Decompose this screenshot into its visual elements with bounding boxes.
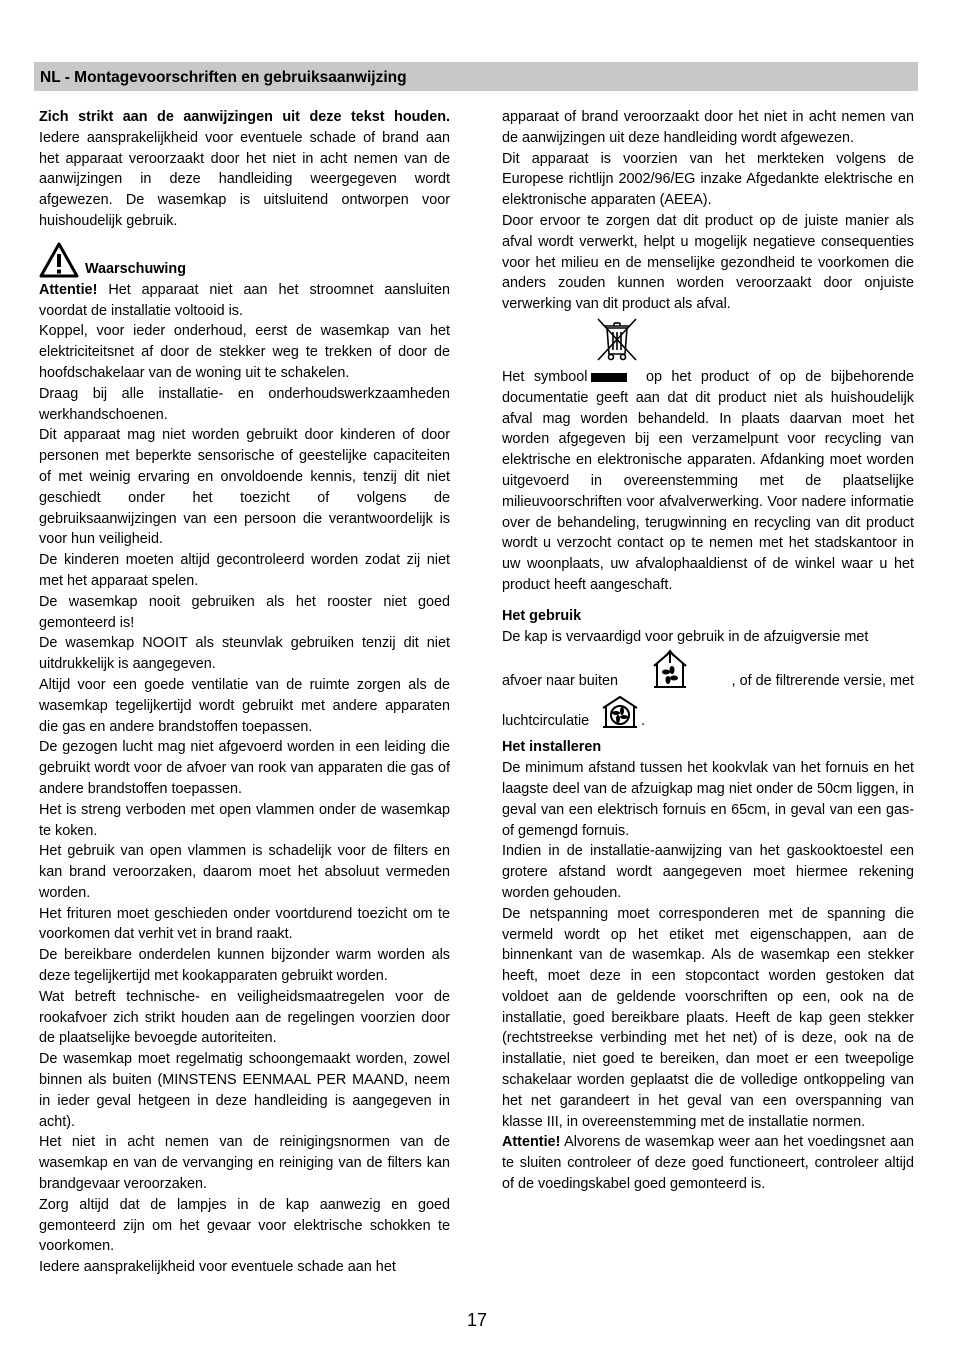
paragraph: Draag bij alle installatie- en onderhoudswerkzaamheden werkhandschoenen. xyxy=(39,385,450,423)
paragraph: Het is streng verboden met open vlammen onder de wasemkap te koken. xyxy=(39,801,450,839)
symbol-paragraph xyxy=(502,367,914,596)
attentie-paragraph xyxy=(502,1132,914,1194)
warning-triangle-icon xyxy=(39,242,79,278)
section-header xyxy=(34,62,918,91)
left-column xyxy=(39,107,450,1278)
paragraph: Het niet in acht nemen van de reinigingsnormen van de wasemkap en van de vervanging en reiniging van de filters kan brandgevaar veroorzaken. xyxy=(39,1134,450,1193)
warning-label: Waarschuwing xyxy=(85,260,187,277)
gebruik-lucht-line xyxy=(502,693,914,733)
warning-heading xyxy=(39,242,450,280)
paragraph: De wasemkap NOOIT als steunvlak gebruiken tenzij dit niet uitdrukkelijk is aangegeven. xyxy=(39,635,450,673)
paragraph: De netspanning moet corresponderen met de spanning die vermeld wordt op het etiket met eigenschappen, aan de binnenkant van de wasemkap. Als de wasemkap een stekker heeft, moet deze in een stopcontact worden gestoken dat voldoet aan de geldende voorschriften op een, ook na de installatie, goed bereikbare plaats. Heeft de kap geen stekker (rechtstreekse verbinding met het net) of is deze, ook na de installatie, niet goed te bereiken, dan moet er een tweepolige schakelaar worden geplaatst die de volledige ontkoppeling van het net garandeert in het geval van een overspanning van klasse III, in overeenstemming met de installatie normen. xyxy=(502,905,914,1130)
right-column xyxy=(502,107,914,1195)
gebruik-mid-text: , of de filtrerende versie, met xyxy=(731,673,914,690)
paragraph: De kinderen moeten altijd gecontroleerd worden zodat zij niet met het apparaat spelen. xyxy=(39,552,450,589)
paragraph: Iedere aansprakelijkheid voor eventuele schade aan het xyxy=(39,1259,396,1276)
intro-bold: Zich strikt aan de aanwijzingen uit deze tekst houden. xyxy=(39,109,450,125)
gebruik-lucht-text: luchtcirculatie xyxy=(502,713,590,730)
intro-text: Iedere aansprakelijkheid voor eventuele schade of brand aan het apparaat veroorzaakt door het niet in acht nemen van de aanwijzingen in deze handleiding weergegeven wordt afgewezen. De wasemkap is uitsluitend ontworpen voor huishoudelijk gebruik. xyxy=(39,129,450,229)
paragraph: De wasemkap nooit gebruiken als het rooster niet goed gemonteerd is! xyxy=(39,593,450,631)
paragraph: Altijd voor een goede ventilatie van de ruimte zorgen als de wasemkap tegelijkertijd wordt gebruikt met andere apparaten die gas en andere brandstoffen toepassen. xyxy=(39,676,450,735)
section-title: NL - Montagevoorschriften en gebruiksaanwijzing xyxy=(40,69,407,86)
recirculation-house-icon xyxy=(600,694,640,730)
paragraph: Wat betreft technische- en veiligheidsmaatregelen voor de rookafvoer zich strikt houden aan de regelingen voorzien door de plaatselijke bevoegde autoriteiten. xyxy=(39,988,450,1047)
gebruik-afvoer-text: afvoer naar buiten xyxy=(502,673,619,690)
paragraph: Door ervoor te zorgen dat dit product op de juiste manier als afval wordt verwerkt, helpt u mogelijk negatieve consequenties voor het milieu en de menselijke gezondheid te voorkomen die anders zouden kunnen worden veroorzaakt door onjuiste verwerking van dit product als afval. xyxy=(502,212,914,313)
attentie-label: Attentie! xyxy=(502,1134,561,1151)
symbol-pre: Het symbool xyxy=(502,368,588,385)
paragraph: Het gebruik van open vlammen is schadelijk voor de filters en kan brand veroorzaken, daarom moet het absoluut vermeden worden. xyxy=(39,843,450,901)
crossed-bin-icon xyxy=(595,316,639,362)
paragraph: De gezogen lucht mag niet afgevoerd worden in een leiding die gebruikt wordt voor de afvoer van rook van apparaten die gas of andere brandstoffen toepassen. xyxy=(39,739,450,797)
paragraph: Dit apparaat mag niet worden gebruikt door kinderen of door personen met beperkte sensorische of geestelijke capaciteiten of met weinig ervaring en onvoldoende kennis, tenzij dit niet geschiedt onder het toezicht of volgens de gebruiksaanwijzingen van een persoon die verantwoordelijk is voor hun veiligheid. xyxy=(39,427,450,548)
paragraph: De bereikbare onderdelen kunnen bijzonder warm worden als deze tegelijkertijd met kookapparaten gebruikt worden. xyxy=(39,947,450,985)
intro-paragraph xyxy=(39,107,450,232)
paragraph: apparaat of brand veroorzaakt door het niet in acht nemen van de aanwijzingen uit deze handleiding wordt afgewezen. xyxy=(502,109,914,146)
paragraph: De minimum afstand tussen het kookvlak van het fornuis en het laagste deel van de afzuigkap mag niet onder de 50cm liggen, in geval van een elektrisch fornuis en 65cm, in geval van een gas- of gemengd fornuis. xyxy=(502,760,914,839)
attentie-paragraph xyxy=(39,280,450,322)
paragraph: Indien in de installatie-aanwijzing van het gaskooktoestel een grotere afstand wordt aangegeven moet hiermee rekening worden gehouden. xyxy=(502,843,914,901)
paragraph: Zorg altijd dat de lampjes in de kap aanwezig en goed gemonteerd zijn om het gevaar voor elektrische schokken te voorkomen. xyxy=(39,1196,450,1255)
attentie-text: Het apparaat niet aan het stroomnet aansluiten voordat de installatie voltooid is. xyxy=(39,281,450,319)
attentie-text: Alvorens de wasemkap weer aan het voedingsnet aan te sluiten controleer of deze goed functioneert, controleer altijd of de voedingskabel goed gemonteerd is. xyxy=(502,1134,914,1193)
gebruik-line1: De kap is vervaardigd voor gebruik in de afzuigversie met xyxy=(502,628,869,645)
attentie-label: Attentie! xyxy=(39,281,98,298)
weee-symbol-row xyxy=(502,315,914,367)
paragraph: Het frituren moet geschieden onder voortdurend toezicht om te voorkomen dat verhit vet in brand raakt. xyxy=(39,905,450,943)
gebruik-end-text: . xyxy=(641,713,645,730)
installeren-heading: Het installeren xyxy=(502,739,602,756)
gebruik-heading: Het gebruik xyxy=(502,607,582,624)
paragraph: De wasemkap moet regelmatig schoongemaakt worden, zowel binnen als buiten (MINSTENS EENMAAL PER MAAND, neem in ieder geval hetgeen in deze handleiding is aangegeven in acht). xyxy=(39,1051,450,1130)
gebruik-afvoer-line xyxy=(502,647,914,693)
paragraph: Koppel, voor ieder onderhoud, eerst de wasemkap van het elektriciteitsnet af door de stekker weg te trekken of door de hoofdschakelaar van de woning uit te schakelen. xyxy=(39,323,450,381)
black-bar-symbol xyxy=(591,373,627,382)
extraction-house-icon xyxy=(651,648,689,690)
paragraph: Dit apparaat is voorzien van het merkteken volgens de Europese richtlijn 2002/96/EG inzake Afgedankte elektrische en elektronische apparaten (AEEA). xyxy=(502,150,914,209)
symbol-post: op het product of op de bijbehorende documentatie geeft aan dat dit product niet als huishoudelijk afval mag worden behandeld. In plaats daarvan moet het worden afgegeven bij een verzamelpunt voor recycling van elektrische en elektronische apparaten. Afdanking moet worden uitgevoerd in overeenstemming met de plaatselijke milieuvoorschriften voor afvalverwerking. Voor nadere informatie over de behandeling, terugwinning en recycling van dit product wordt u verzocht contact op te nemen met het stadskantoor in uw woonplaats, uw afvalophaaldienst of de winkel waar u het product heeft aangeschaft. xyxy=(502,368,915,593)
page-number: 17 xyxy=(466,1310,488,1330)
